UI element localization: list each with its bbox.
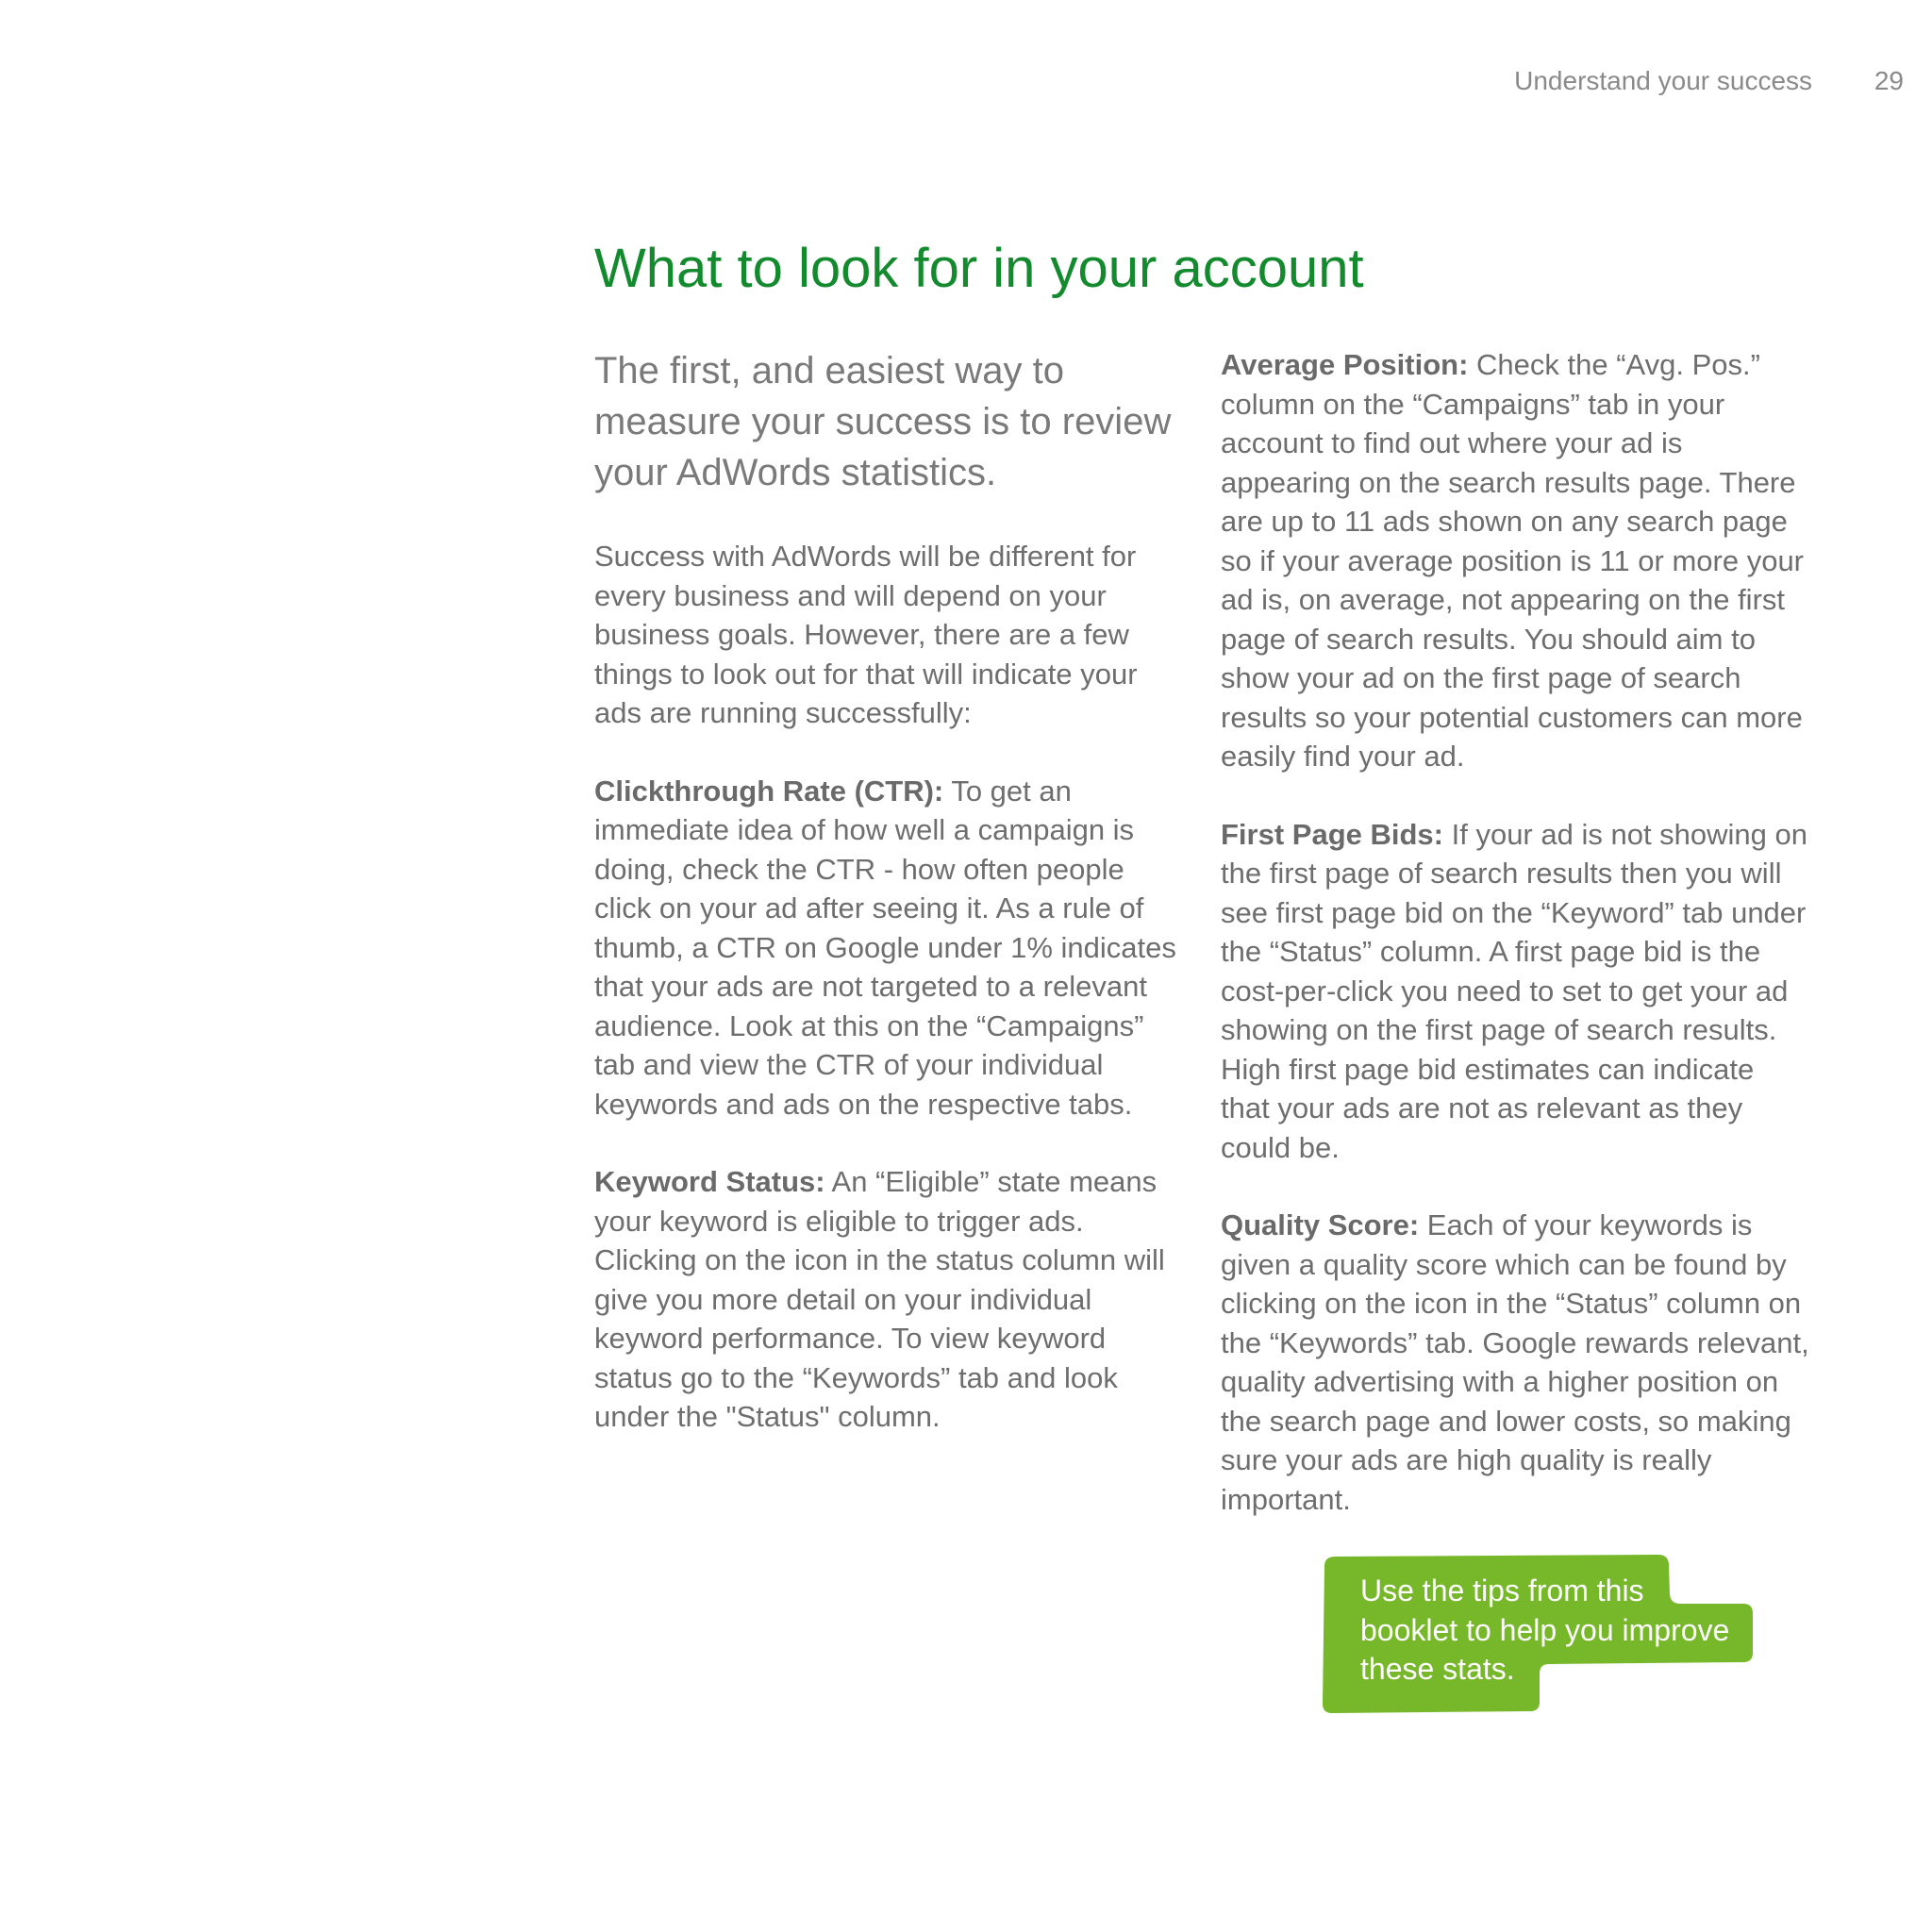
page-number: 29	[1874, 66, 1904, 95]
ctr-term: Clickthrough Rate (CTR):	[594, 774, 944, 808]
quality-score-text: Each of your keywords is given a quality score which can be found by clicking on the icon in the “Status” column on the “Keywords” tab. Google rewards relevant, quality advertising with a higher position on the search page and lower costs, so making sure your ads are high quality is really important.	[1221, 1208, 1809, 1516]
average-position-paragraph	[1221, 345, 1810, 776]
first-page-bids-text: If your ad is not showing on the first page of search results then you will see first page bid on the “Keyword” tab under the “Status” column. A first page bid is the cost-per-click you need to set to get your ad showing on the first page of search results. High first page bid estimates can indicate that your ads are not as relevant as they could be.	[1221, 817, 1808, 1164]
ctr-text: To get an immediate idea of how well a campaign is doing, check the CTR - how often people click on your ad after seeing it. As a rule of thumb, a CTR on Google under 1% indicates that your ads are not targeted to a relevant audience. Look at this on the “Campaigns” tab and view the CTR of your individual keywords and ads on the respective tabs.	[594, 774, 1176, 1121]
keyword-status-paragraph	[594, 1162, 1179, 1437]
average-position-text: Check the “Avg. Pos.” column on the “Campaigns” tab in your account to find out where your ad is appearing on the search results page. There are up to 11 ads shown on any search page so if your average position is 11 or more your ad is, on average, not appearing on the first page of search results. You should aim to show your ad on the first page of search results so your potential customers can more easily find your ad.	[1221, 348, 1805, 773]
body-paragraph: Success with AdWords will be different for every business and will depend on your business goals. However, there are a few things to look out for that will indicate your ads are running successfully:	[594, 540, 1138, 729]
average-position-term: Average Position:	[1221, 348, 1469, 381]
right-column	[1221, 345, 1810, 1519]
tip-callout	[1321, 1555, 1755, 1715]
quality-score-term: Quality Score:	[1221, 1208, 1420, 1241]
running-header	[1514, 66, 1904, 96]
keyword-status-term: Keyword Status:	[594, 1165, 825, 1198]
ctr-paragraph	[594, 772, 1179, 1124]
first-page-bids-term: First Page Bids:	[1221, 817, 1443, 851]
quality-score-paragraph	[1221, 1206, 1810, 1519]
page-title: What to look for in your account	[594, 238, 1364, 299]
left-column	[594, 345, 1179, 1437]
section-name: Understand your success	[1514, 66, 1813, 95]
keyword-status-text: An “Eligible” state means your keyword is eligible to trigger ads. Clicking on the icon in the status column will give you more detail on your individual keyword performance. To view keyword status go to the “Keywords” tab and look under the "Status" column.	[594, 1165, 1165, 1433]
intro-paragraph: The first, and easiest way to measure your success is to review your AdWords statistics.	[594, 350, 1172, 493]
tip-text: Use the tips from this booklet to help you improve these stats.	[1360, 1574, 1730, 1686]
first-page-bids-paragraph	[1221, 815, 1810, 1168]
